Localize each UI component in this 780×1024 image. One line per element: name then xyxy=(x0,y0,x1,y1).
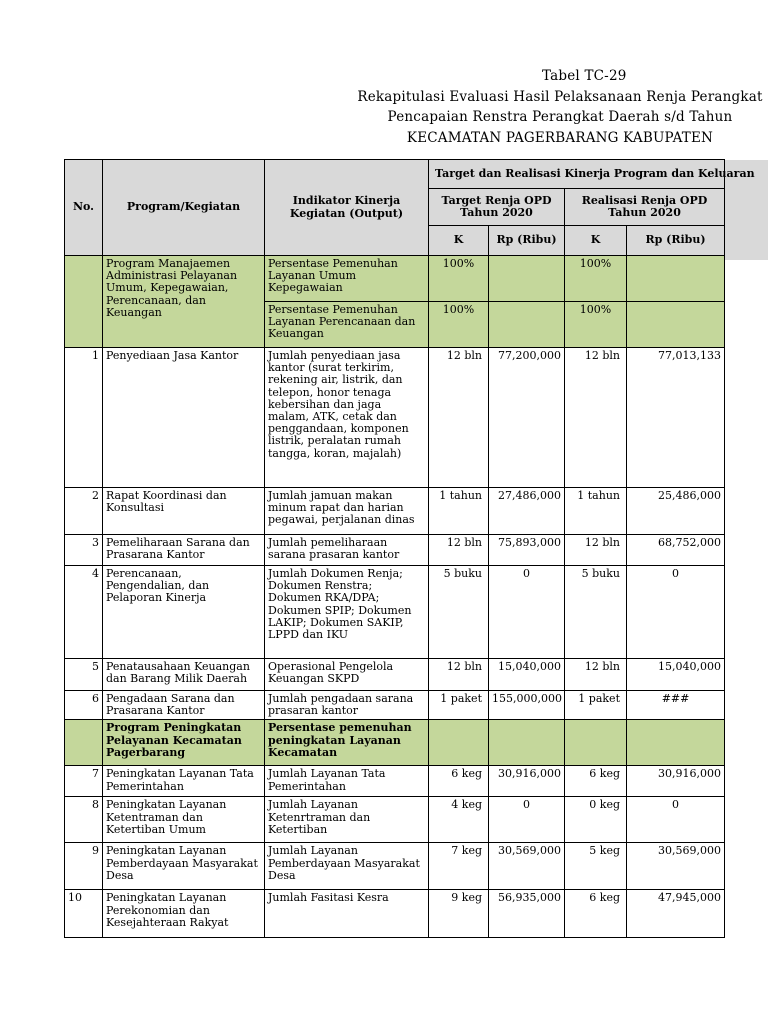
table-row xyxy=(65,488,725,535)
target-k: 4 keg xyxy=(429,797,489,843)
realisasi-k: 6 keg xyxy=(565,766,627,797)
row-no: 4 xyxy=(65,566,103,659)
kegiatan: Peningkatan Layanan Tata Pemerintahan xyxy=(103,766,265,797)
evaluation-table-container xyxy=(64,159,755,934)
target-k: 100% xyxy=(429,302,489,348)
target-rp: 155,000,000 xyxy=(489,691,565,720)
indikator: Jumlah jamuan makan minum rapat dan harian pegawai, perjalanan dinas xyxy=(265,488,429,535)
kegiatan: Pengadaan Sarana dan Prasarana Kantor xyxy=(103,691,265,720)
realisasi-k: 100% xyxy=(565,302,627,348)
row-no: 9 xyxy=(65,843,103,890)
realisasi-rp: 15,040,000 xyxy=(627,659,725,691)
row-no: 5 xyxy=(65,659,103,691)
realisasi-rp: 0 xyxy=(627,797,725,843)
target-rp: 30,569,000 xyxy=(489,843,565,890)
realisasi-k xyxy=(565,720,627,766)
program-no xyxy=(65,720,103,766)
evaluation-table xyxy=(64,159,755,938)
program-no xyxy=(65,256,103,348)
target-k: 7 keg xyxy=(429,843,489,890)
header-target: Target Renja OPD Tahun 2020 xyxy=(429,189,565,226)
realisasi-k: 0 keg xyxy=(565,797,627,843)
realisasi-rp: ### xyxy=(627,691,725,720)
target-k: 12 bln xyxy=(429,535,489,566)
realisasi-k: 12 bln xyxy=(565,535,627,566)
row-no: 7 xyxy=(65,766,103,797)
indikator: Jumlah Layanan Tata Pemerintahan xyxy=(265,766,429,797)
table-row xyxy=(65,348,725,488)
document-title-block xyxy=(340,66,763,148)
indikator: Jumlah Layanan Ketenrtraman dan Ketertiban xyxy=(265,797,429,843)
realisasi-k: 100% xyxy=(565,256,627,302)
indikator: Jumlah Fasitasi Kesra xyxy=(265,890,429,938)
realisasi-rp: 30,569,000 xyxy=(627,843,725,890)
kegiatan: Penyediaan Jasa Kantor xyxy=(103,348,265,488)
target-rp xyxy=(489,720,565,766)
program-name: Program Manajaemen Administrasi Pelayanan Umum, Kepegawaian, Perencanaan, dan Keuangan xyxy=(103,256,265,348)
target-rp: 27,486,000 xyxy=(489,488,565,535)
header-no: No. xyxy=(65,160,103,256)
indikator: Jumlah penyediaan jasa kantor (surat terkirim, rekening air, listrik, dan telepon, honor tenaga kebersihan dan jaga malam, ATK, cetak dan penggandaan, komponen listrik, peralatan rumah tangga, koran, majalah) xyxy=(265,348,429,488)
realisasi-rp: 77,013,133 xyxy=(627,348,725,488)
realisasi-rp: 25,486,000 xyxy=(627,488,725,535)
program-indikator: Persentase pemenuhan peningkatan Layanan Kecamatan xyxy=(265,720,429,766)
realisasi-rp: 68,752,000 xyxy=(627,535,725,566)
realisasi-k: 1 tahun xyxy=(565,488,627,535)
kegiatan: Peningkatan Layanan Ketentraman dan Ketertiban Umum xyxy=(103,797,265,843)
kegiatan: Perencanaan, Pengendalian, dan Pelaporan Kinerja xyxy=(103,566,265,659)
table-row xyxy=(65,535,725,566)
row-no: 10 xyxy=(65,890,103,938)
target-k: 9 keg xyxy=(429,890,489,938)
target-rp xyxy=(489,302,565,348)
kegiatan: Pemeliharaan Sarana dan Prasarana Kantor xyxy=(103,535,265,566)
realisasi-rp xyxy=(627,720,725,766)
realisasi-k: 5 buku xyxy=(565,566,627,659)
realisasi-rp: 30,916,000 xyxy=(627,766,725,797)
realisasi-rp xyxy=(627,302,725,348)
target-k: 6 keg xyxy=(429,766,489,797)
document-title: Rekapitulasi Evaluasi Hasil Pelaksanaan Renja Perangkat xyxy=(357,88,763,105)
row-no: 6 xyxy=(65,691,103,720)
header-group: Target dan Realisasi Kinerja Program dan Keluaran xyxy=(429,160,725,189)
table-row xyxy=(65,890,725,938)
agency-name: KECAMATAN PAGERBARANG KABUPATEN xyxy=(406,129,714,146)
realisasi-k: 12 bln xyxy=(565,659,627,691)
kegiatan: Peningkatan Layanan Pemberdayaan Masyarakat Desa xyxy=(103,843,265,890)
target-k: 5 buku xyxy=(429,566,489,659)
table-number: Tabel TC-29 xyxy=(542,68,627,84)
row-no: 3 xyxy=(65,535,103,566)
kegiatan: Rapat Koordinasi dan Konsultasi xyxy=(103,488,265,535)
table-row xyxy=(65,566,725,659)
target-rp: 15,040,000 xyxy=(489,659,565,691)
target-rp: 0 xyxy=(489,797,565,843)
header-target-k: K xyxy=(429,226,489,256)
document-subtitle: Pencapaian Renstra Perangkat Daerah s/d Tahun xyxy=(387,109,733,125)
indikator: Jumlah pemeliharaan sarana prasaran kantor xyxy=(265,535,429,566)
header-realisasi-k: K xyxy=(565,226,627,256)
header-indikator: Indikator Kinerja Kegiatan (Output) xyxy=(265,160,429,256)
row-no: 2 xyxy=(65,488,103,535)
kegiatan: Penatausahaan Keuangan dan Barang Milik Daerah xyxy=(103,659,265,691)
table-row xyxy=(65,691,725,720)
header-target-rp: Rp (Ribu) xyxy=(489,226,565,256)
target-k xyxy=(429,720,489,766)
header-program: Program/Kegiatan xyxy=(103,160,265,256)
indikator: Operasional Pengelola Keuangan SKPD xyxy=(265,659,429,691)
indikator: Jumlah Dokumen Renja; Dokumen Renstra; Dokumen RKA/DPA; Dokumen SPIP; Dokumen LAKIP; Dokumen SAKIP, LPPD dan IKU xyxy=(265,566,429,659)
target-rp: 56,935,000 xyxy=(489,890,565,938)
target-k: 100% xyxy=(429,256,489,302)
target-rp: 77,200,000 xyxy=(489,348,565,488)
realisasi-rp xyxy=(627,256,725,302)
realisasi-k: 12 bln xyxy=(565,348,627,488)
target-rp: 30,916,000 xyxy=(489,766,565,797)
realisasi-rp: 0 xyxy=(627,566,725,659)
table-row xyxy=(65,843,725,890)
target-rp xyxy=(489,256,565,302)
realisasi-k: 6 keg xyxy=(565,890,627,938)
realisasi-rp: 47,945,000 xyxy=(627,890,725,938)
realisasi-k: 1 paket xyxy=(565,691,627,720)
target-rp: 75,893,000 xyxy=(489,535,565,566)
header-realisasi: Realisasi Renja OPD Tahun 2020 xyxy=(565,189,725,226)
program-row xyxy=(65,256,725,302)
program-name: Program Peningkatan Pelayanan Kecamatan Pagerbarang xyxy=(103,720,265,766)
program-indikator: Persentase Pemenuhan Layanan Perencanaan dan Keuangan xyxy=(265,302,429,348)
table-row xyxy=(65,766,725,797)
header-realisasi-rp: Rp (Ribu) xyxy=(627,226,725,256)
program-row xyxy=(65,720,725,766)
program-indikator: Persentase Pemenuhan Layanan Umum Kepegawaian xyxy=(265,256,429,302)
realisasi-k: 5 keg xyxy=(565,843,627,890)
target-k: 1 paket xyxy=(429,691,489,720)
target-k: 1 tahun xyxy=(429,488,489,535)
table-row xyxy=(65,659,725,691)
target-k: 12 bln xyxy=(429,659,489,691)
target-k: 12 bln xyxy=(429,348,489,488)
kegiatan: Peningkatan Layanan Perekonomian dan Kesejahteraan Rakyat xyxy=(103,890,265,938)
target-rp: 0 xyxy=(489,566,565,659)
row-no: 8 xyxy=(65,797,103,843)
indikator: Jumlah Layanan Pemberdayaan Masyarakat Desa xyxy=(265,843,429,890)
indikator: Jumlah pengadaan sarana prasaran kantor xyxy=(265,691,429,720)
row-no: 1 xyxy=(65,348,103,488)
table-row xyxy=(65,797,725,843)
